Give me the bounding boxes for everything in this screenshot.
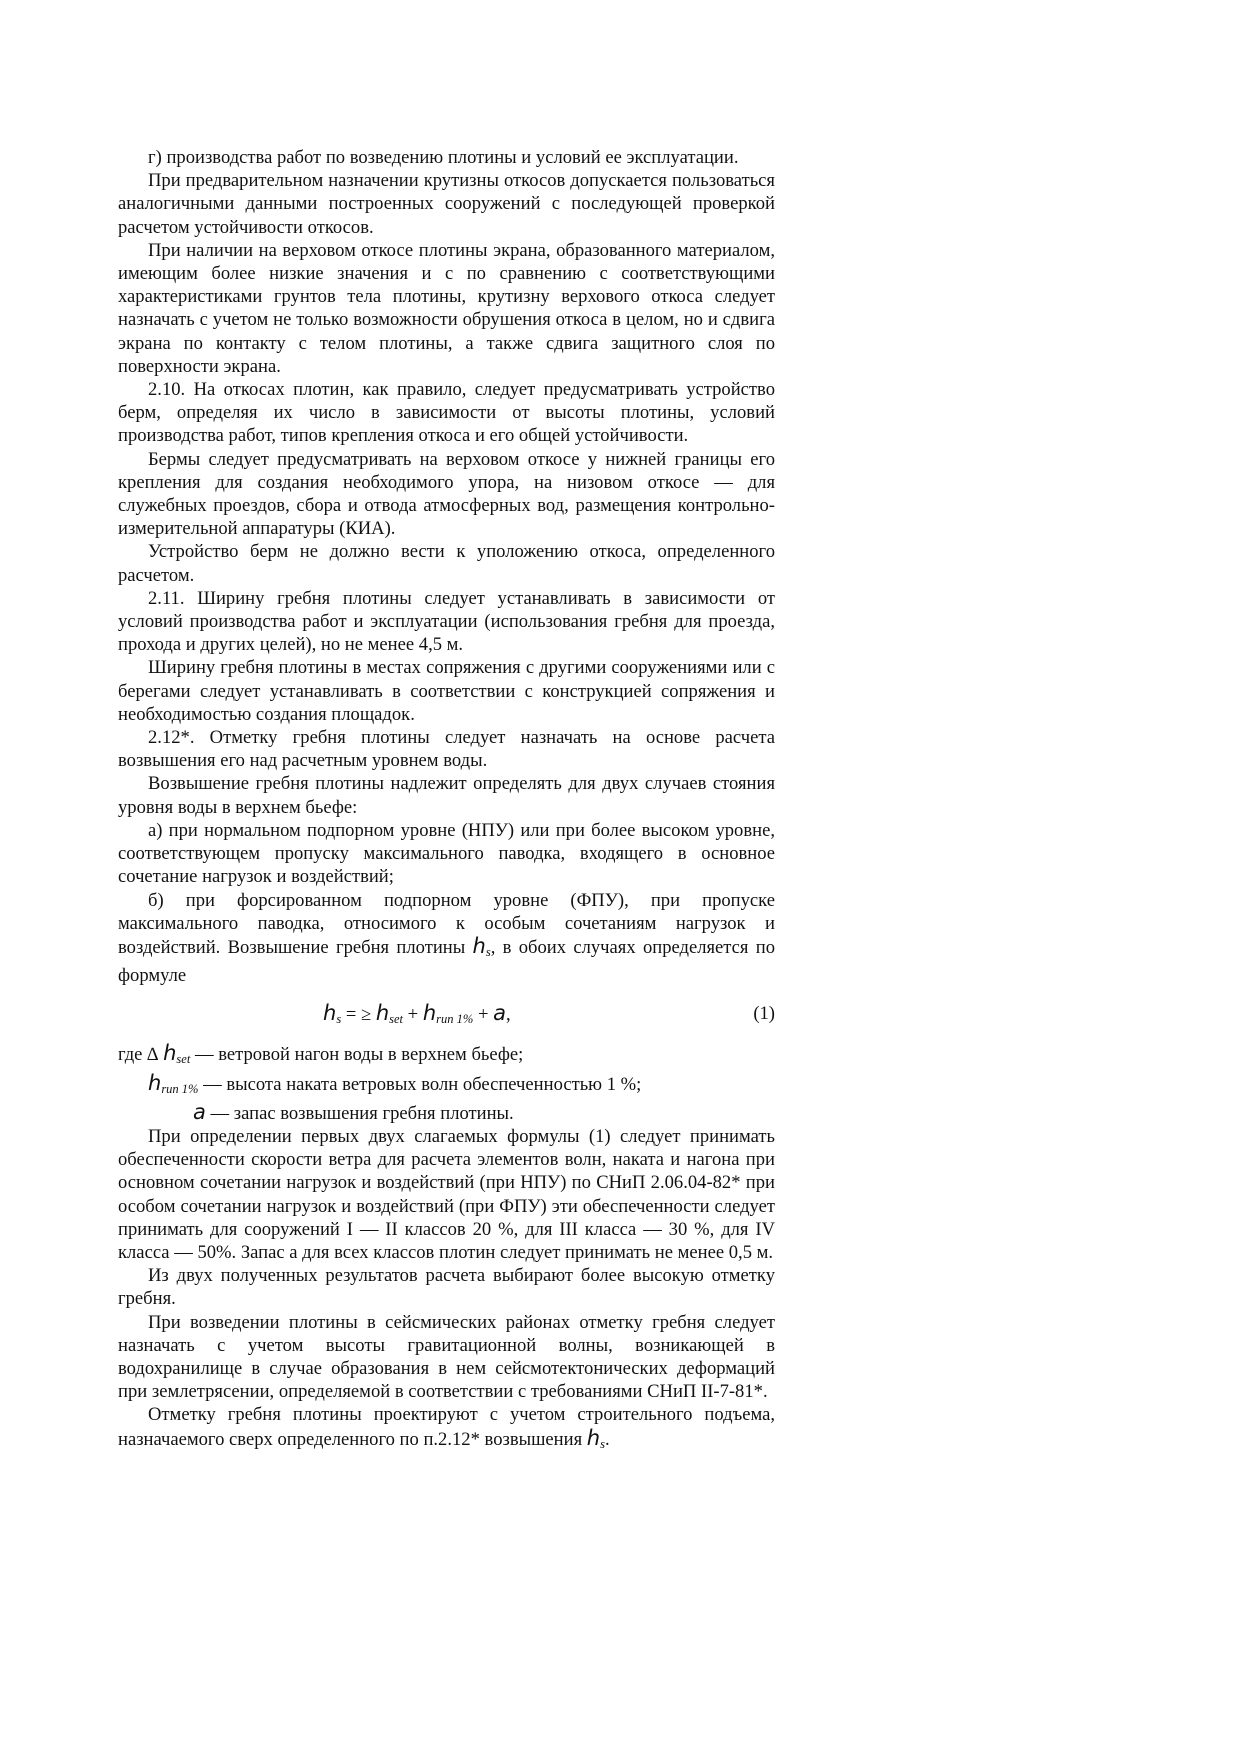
definition-a (118, 1101, 775, 1125)
subscript-s: s (485, 944, 491, 959)
definition-text: — высота наката ветровых волн обеспеченностью 1 %; (198, 1073, 642, 1095)
symbol-h: h (163, 1041, 177, 1066)
symbol-h: h (323, 1001, 337, 1026)
paragraph-text: б) при форсированном подпорном уровне (ФПУ), при пропуске максимального паводка, относимого к особым сочетаниям нагрузок и воздействий. Возвышение гребня плотины (118, 889, 775, 958)
paragraph: Из двух полученных результатов расчета выбирают более высокую отметку гребня. (118, 1265, 775, 1310)
paragraph: При наличии на верховом откосе плотины экрана, образованного материалом, имеющим более низкие значения и с по сравнению с соответствующими характеристиками грунтов тела плотины, крутизну верхового откоса следует назначать с учетом не только возможности обрушения откоса в целом, но и сдвига экрана по контакту с телом плотины, а также сдвига защитного слоя по поверхности экрана. (118, 239, 775, 377)
section-2-11-paragraph: 2.11. Ширину гребня плотины следует устанавливать в зависимости от условий производства работ и эксплуатации (использования гребня для проезда, прохода и других целей), но не менее 4,5 м. (118, 587, 775, 656)
paragraph: При возведении плотины в сейсмических районах отметку гребня следует назначать с учетом высоты гравитационной волны, возникающей в водохранилище в случае образования в нем сейсмотектонических деформаций при землетрясении, определяемой в соответствии с требованиями СНиП II-7-81*. (118, 1311, 775, 1403)
paragraph-text: , в обоих случаях определяется по формуле (118, 936, 775, 987)
formula-row (118, 993, 775, 1039)
definition-run (118, 1072, 775, 1101)
definition-set (118, 1042, 775, 1071)
paragraph: г) производства работ по возведению плотины и условий ее эксплуатации. (148, 147, 739, 168)
paragraph-last (118, 1403, 775, 1455)
paragraph-text: Отметку гребня плотины проектируют с учетом строительного подъема, назначаемого сверх определенного по п.2.12* возвышения (118, 1404, 775, 1450)
symbol-h: h (375, 1001, 390, 1026)
case-b-paragraph (118, 889, 775, 988)
symbol-h: h (586, 1425, 601, 1450)
symbol-a: a (193, 1099, 206, 1124)
subscript-run: run 1% (436, 1012, 474, 1027)
definition-text: — ветровой нагон воды в верхнем бьефе; (190, 1044, 524, 1066)
formula-punctuation: , (505, 1004, 511, 1026)
symbol-h: h (148, 1070, 162, 1095)
symbol-a: a (493, 1001, 506, 1026)
formula-number: (1) (753, 1003, 775, 1025)
formula-operator: + (403, 1004, 423, 1026)
definition-prefix: где ∆ (118, 1044, 164, 1066)
formula (323, 1002, 511, 1031)
formula-operator: + (473, 1004, 494, 1026)
subscript-set: set (389, 1012, 404, 1027)
paragraph: При определении первых двух слагаемых формулы (1) следует принимать обеспеченности скорости ветра для расчета элементов волн, наката и нагона при основном сочетании нагрузок и воздействий (при НПУ) по СНиП 2.06.04-82* при особом сочетании нагрузок и воздействий (при ФПУ) эти обеспеченности следует принимать для сооружений I — II классов 20 %, для III класса — 30 %, для IV класса — 50%. Запас а для всех классов плотин следует принимать не менее 0,5 м. (118, 1125, 775, 1263)
subscript-s: s (600, 1436, 605, 1451)
case-a-paragraph: а) при нормальном подпорном уровне (НПУ) или при более высоком уровне, соответствующем пропуску максимального паводка, входящего в основное сочетание нагрузок и воздействий; (118, 819, 775, 888)
paragraph: При предварительном назначении крутизны откосов допускается пользоваться аналогичными данными построенных сооружений с последующей проверкой расчетом устойчивости откосов. (118, 170, 775, 238)
paragraph: Возвышение гребня плотины надлежит определять для двух случаев стояния уровня воды в верхнем бьефе: (118, 773, 775, 818)
symbol-h: h (422, 1001, 437, 1026)
paragraph: Устройство берм не должно вести к уположению откоса, определенного расчетом. (118, 541, 775, 586)
formula-operator: = ≥ (341, 1004, 376, 1026)
section-2-12-paragraph: 2.12*. Отметку гребня плотины следует назначать на основе расчета возвышения его над расчетным уровнем воды. (118, 727, 775, 772)
section-2-10-paragraph: 2.10. На откосах плотин, как правило, следует предусматривать устройство берм, определяя их число в зависимости от высоты плотины, условий производства работ, типов крепления откоса и его общей устойчивости. (118, 379, 775, 447)
paragraph-text: . (604, 1428, 610, 1450)
definition-text: — запас возвышения гребня плотины. (205, 1102, 514, 1124)
document-page (118, 146, 775, 1456)
subscript-s: s (336, 1012, 342, 1027)
subscript-run: run 1% (161, 1081, 199, 1096)
subscript-set: set (176, 1052, 191, 1067)
paragraph: Ширину гребня плотины в местах сопряжения с другими сооружениями или с берегами следует устанавливать в соответствии с конструкцией сопряжения и необходимостью создания площадок. (118, 657, 775, 725)
symbol-h: h (472, 933, 486, 958)
paragraph: Бермы следует предусматривать на верховом откосе у нижней границы его крепления для создания необходимого упора, на низовом откосе — для служебных проездов, сбора и отвода атмосферных вод, размещения контрольно-измерительной аппаратуры (КИА). (118, 448, 775, 540)
